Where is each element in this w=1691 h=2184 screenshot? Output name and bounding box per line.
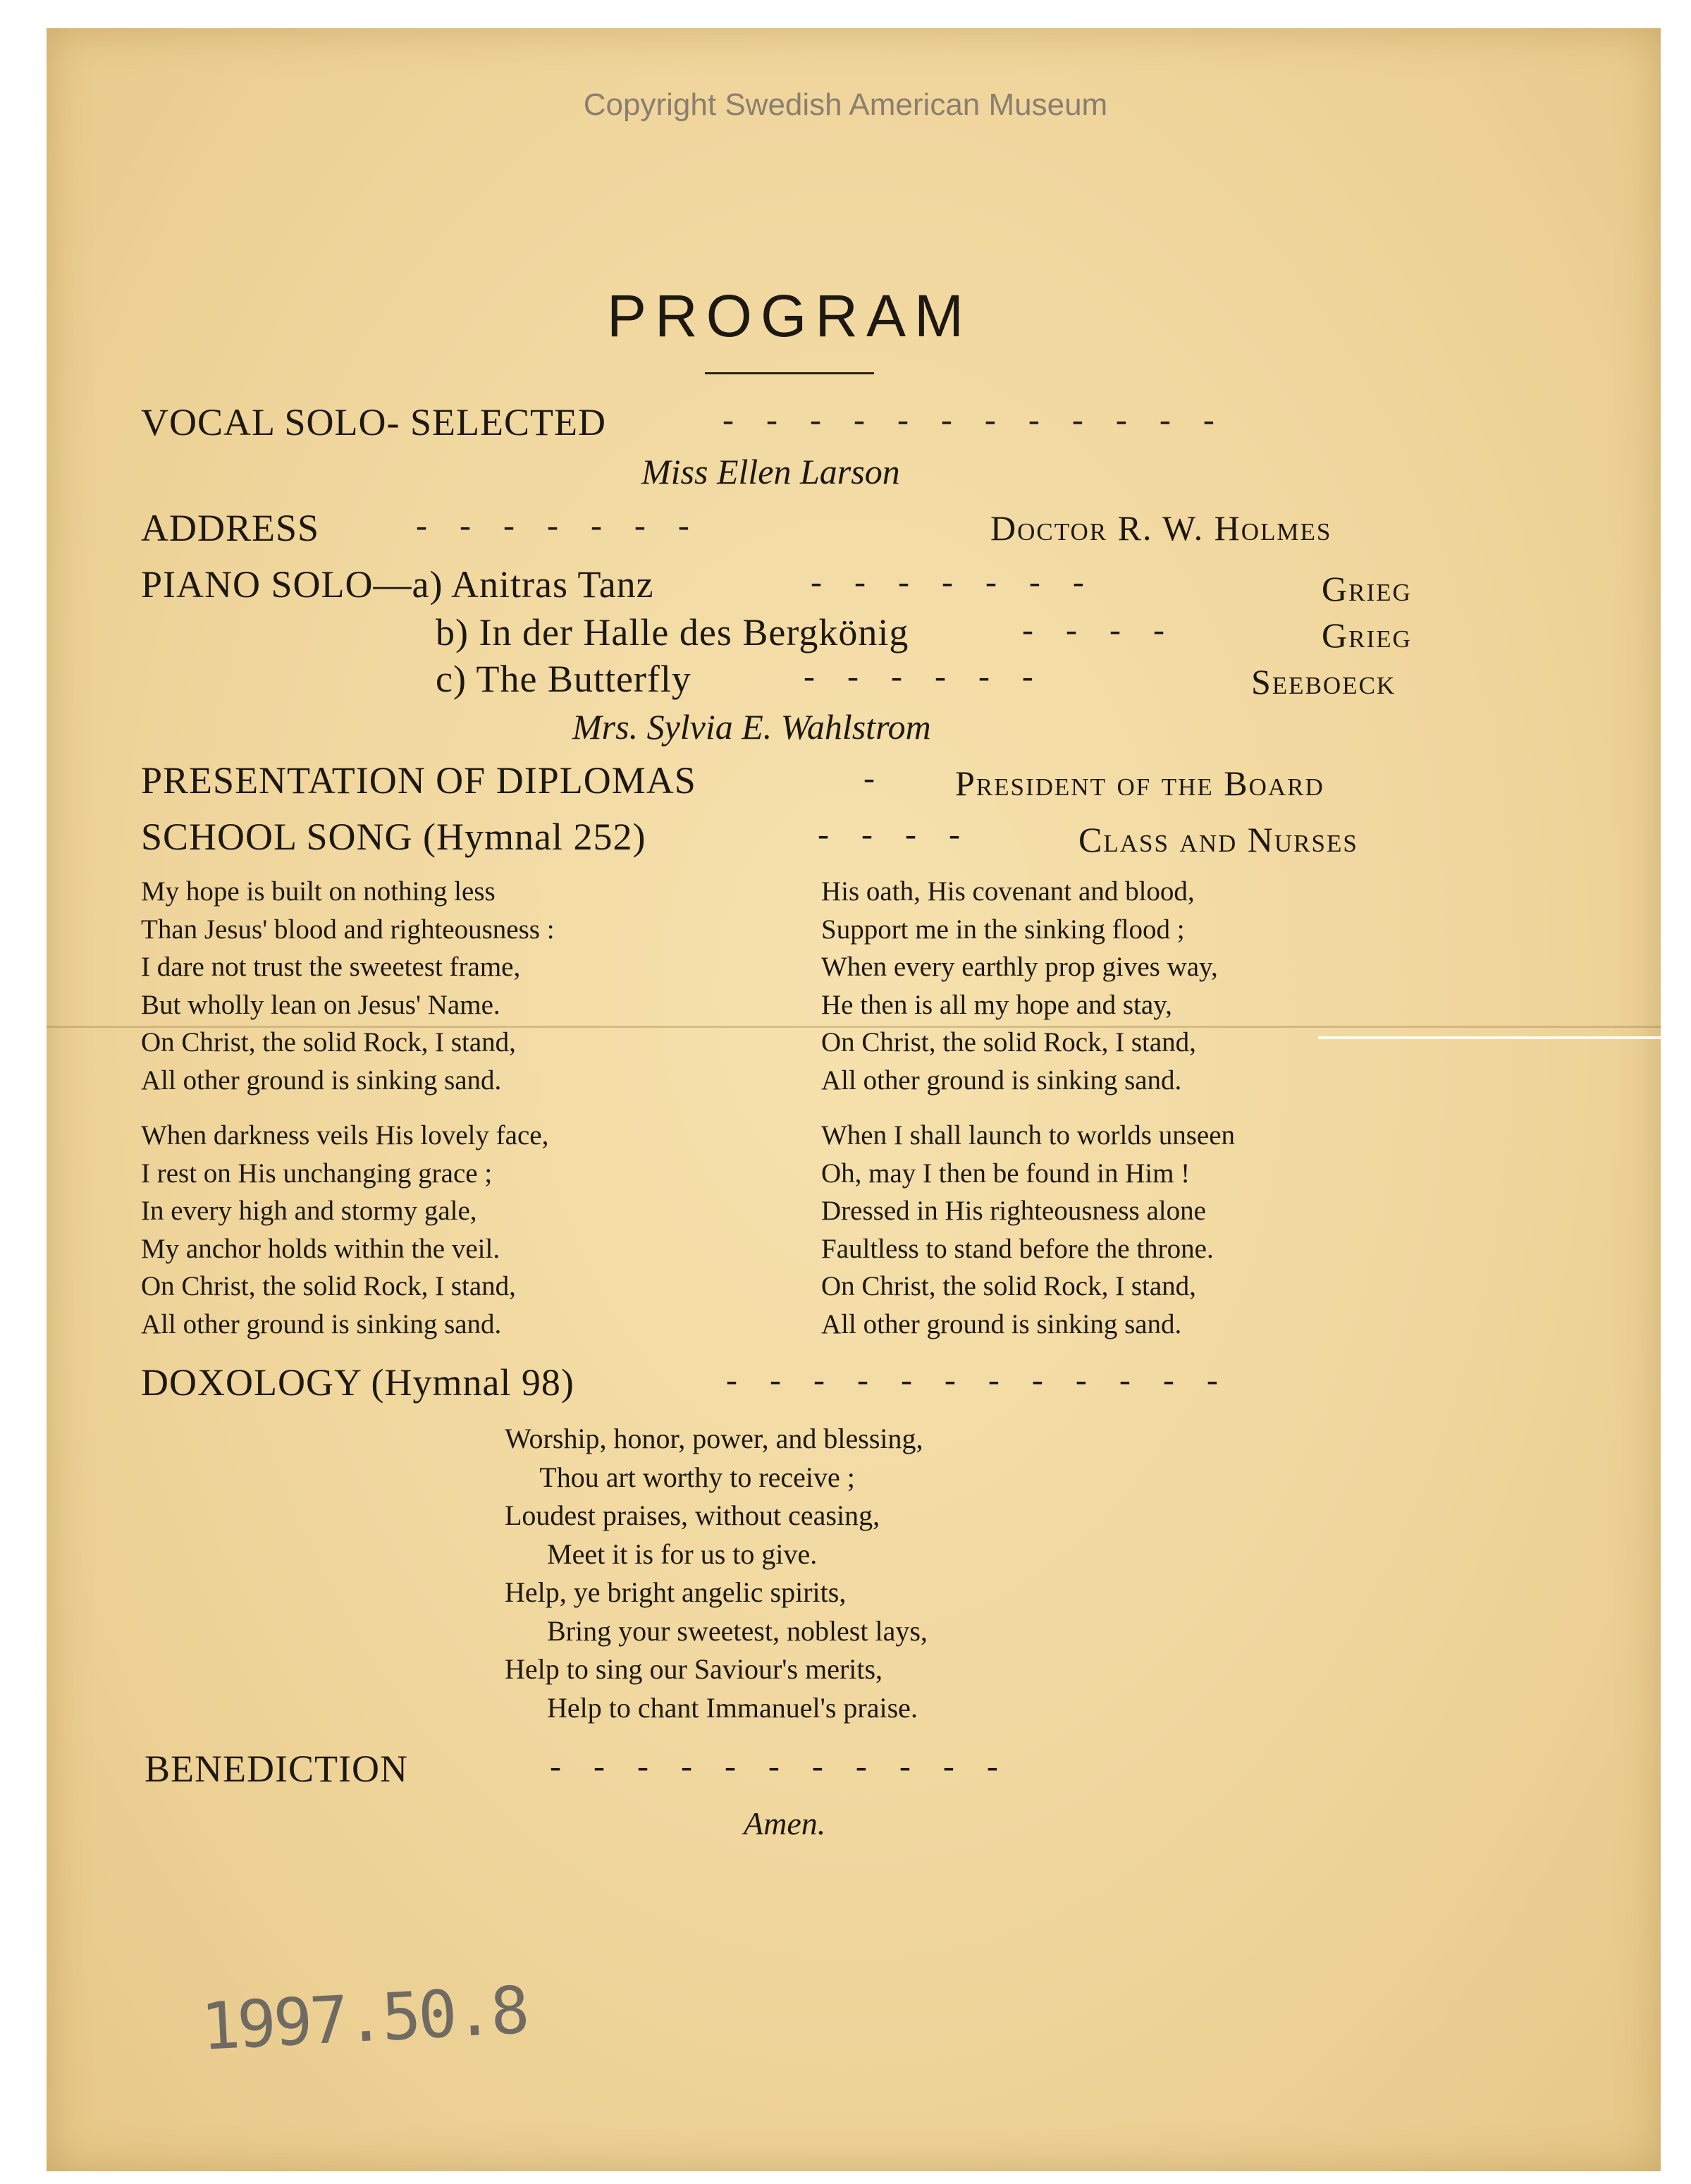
closing-amen: Amen. (744, 1805, 826, 1841)
vocal-solo-performer: Miss Ellen Larson (641, 452, 900, 491)
address-leader: - - - - - - - (416, 507, 689, 544)
piano-a-leader: - - - - - - - (811, 563, 1084, 601)
benediction-label: BENEDICTION (144, 1748, 408, 1790)
diplomas-leader: - (863, 759, 875, 797)
hymn-verse-1: My hope is built on nothing less Than Jesus' blood and righteousness : I dare not trust the sweetest frame, But wholly lean on Jesus' Name. On Christ, the solid Rock, I stand, All other ground is sinking sand. (141, 876, 555, 1096)
catalog-number: 1997.50.8 (199, 1972, 529, 2066)
piano-solo-label: PIANO SOLO—a) Anitras Tanz (141, 563, 654, 606)
school-song-leader: - - - - (818, 816, 960, 853)
piano-b-composer: Grieg (1322, 615, 1412, 655)
hymn-verse-4: When I shall launch to worlds unseen Oh, may I then be found in Him ! Dressed in His righteousness alone Faultless to stand before the throne. On Christ, the solid Rock, I stand, All other ground is sinking sand. (821, 1120, 1236, 1339)
doxology-leader: - - - - - - - - - - - - (726, 1361, 1218, 1399)
piano-c-piece: c) The Butterfly (436, 658, 691, 700)
doxology-text: Worship, honor, power, and blessing, Thou art worthy to receive ; Loudest praises, without ceasing, Meet it is for us to give. Help, ye bright angelic spirits, Bring your sweetest, noblest lays, Help to sing our Saviour's merits, Help to chant Immanuel's praise. (505, 1423, 928, 1724)
diplomas-label: PRESENTATION OF DIPLOMAS (141, 759, 696, 802)
piano-b-leader: - - - - (1022, 611, 1164, 649)
piano-c-composer: Seeboeck (1251, 662, 1396, 701)
title-divider (705, 372, 874, 374)
piano-solo-performer: Mrs. Sylvia E. Wahlstrom (572, 707, 931, 747)
vocal-solo-leader: - - - - - - - - - - - - (722, 401, 1215, 438)
school-song-label: SCHOOL SONG (Hymnal 252) (141, 816, 646, 858)
paper-tear (1318, 1036, 1691, 1039)
address-speaker: Doctor R. W. Holmes (990, 508, 1332, 548)
piano-c-leader: - - - - - - (804, 658, 1033, 695)
hymn-verse-3: When darkness veils His lovely face, I rest on His unchanging grace ; In every high and stormy gale, My anchor holds within the veil. On Christ, the solid Rock, I stand, All other ground is sinking sand. (141, 1120, 549, 1339)
address-label: ADDRESS (141, 507, 320, 549)
hymn-verse-2: His oath, His covenant and blood, Support me in the sinking flood ; When every earthly prop gives way, He then is all my hope and stay, On Christ, the solid Rock, I stand, All other ground is sinking sand. (821, 876, 1218, 1096)
piano-b-piece: b) In der Halle des Bergkönig (436, 611, 909, 654)
benediction-leader: - - - - - - - - - - - (550, 1748, 998, 1785)
doxology-label: DOXOLOGY (Hymnal 98) (141, 1361, 574, 1404)
vocal-solo-label: VOCAL SOLO- SELECTED (141, 401, 606, 443)
diplomas-presenter: President of the Board (955, 763, 1324, 803)
page-title: PROGRAM (606, 283, 973, 349)
copyright-watermark: Copyright Swedish American Museum (583, 87, 1108, 122)
school-song-performer: Class and Nurses (1078, 820, 1358, 859)
piano-a-composer: Grieg (1322, 569, 1412, 608)
